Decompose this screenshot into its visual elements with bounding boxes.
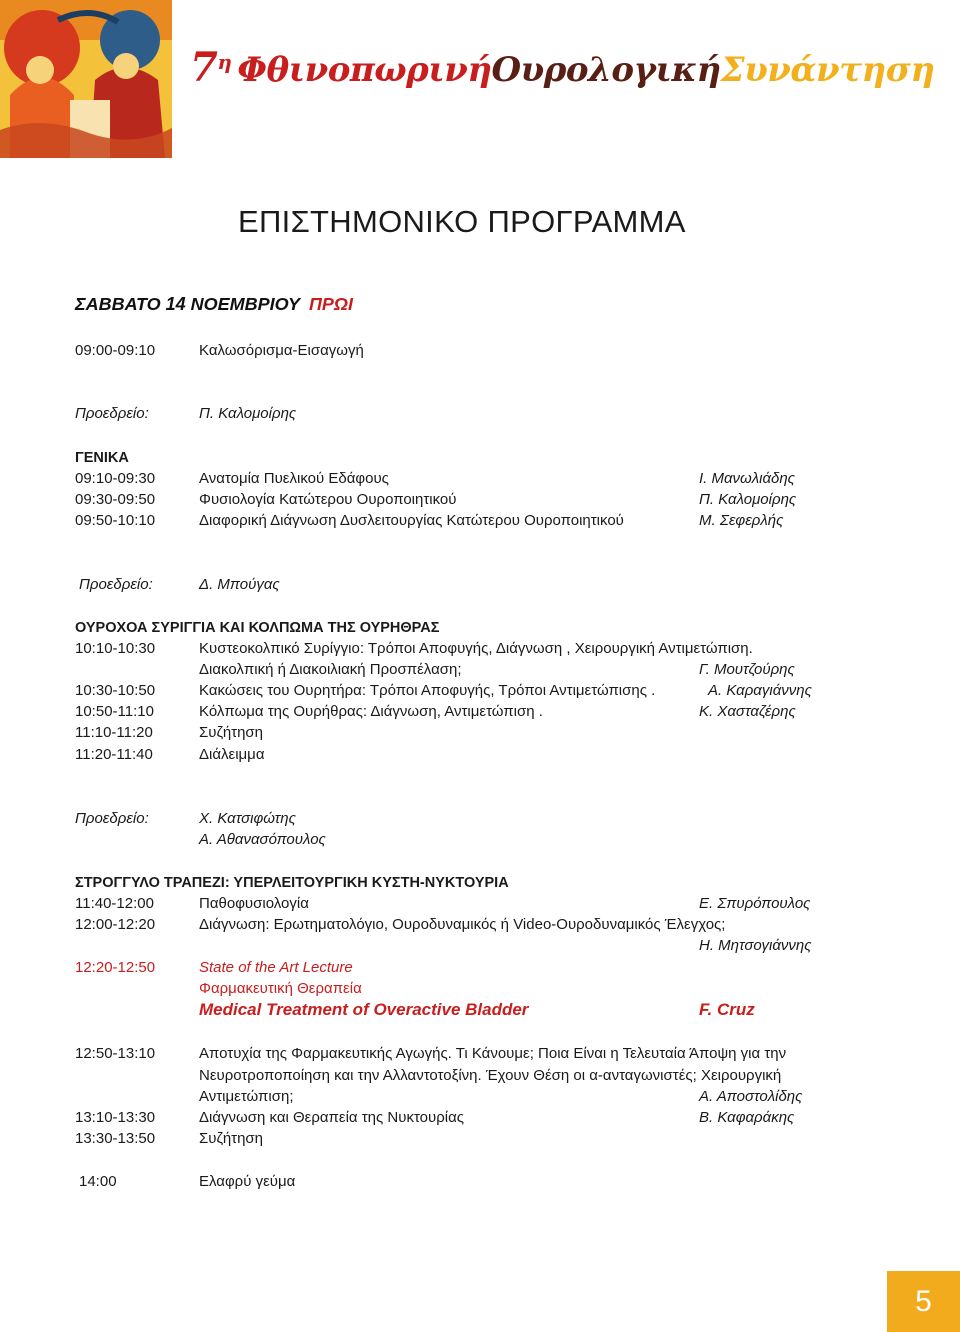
- welcome-text: Καλωσόρισμα-Εισαγωγή: [199, 342, 364, 359]
- lecture-time: 12:20-12:50: [75, 959, 156, 976]
- row-time: 10:50-11:10: [75, 703, 154, 720]
- row-topic: Κόλπωμα της Ουρήθρας: Διάγνωση, Αντιμετώπιση .: [199, 703, 543, 720]
- day-label: ΣΑΒΒΑΤΟ 14 ΝΟΕΜΒΡΙΟΥ: [75, 294, 300, 314]
- section-heading: ΣΤΡΟΓΓΥΛΟ ΤΡΑΠΕΖΙ: ΥΠΕΡΛΕΙΤΟΥΡΓΙΚΗ ΚΥΣΤΗ-ΝΥΚΤΟΥΡΙΑ: [75, 875, 509, 891]
- row-time: 11:40-12:00: [75, 895, 154, 912]
- row-topic: Ανατομία Πυελικού Εδάφους: [199, 470, 389, 487]
- row-time: 09:10-09:30: [75, 470, 156, 487]
- row-speaker: Β. Καφαράκης: [699, 1109, 795, 1126]
- conference-banner: [190, 44, 935, 91]
- row-speaker: Γ. Μουτζούρης: [699, 661, 795, 678]
- row-topic: Συζήτηση: [199, 1130, 264, 1147]
- chair-label: Προεδρείο:: [79, 576, 153, 593]
- row-speaker: Α. Αποστολίδης: [699, 1088, 803, 1105]
- row-time: 11:20-11:40: [75, 746, 153, 763]
- row-time: 13:10-13:30: [75, 1109, 156, 1126]
- banner-word-autumn: Φθινοπωρινή: [237, 50, 492, 90]
- banner-word-urology: Ουρολογική: [491, 50, 721, 90]
- chair-name: Α. Αθανασόπουλος: [199, 831, 326, 848]
- row-time: 09:30-09:50: [75, 491, 156, 508]
- row-topic: Αποτυχία της Φαρμακευτικής Αγωγής. Τι Κάνουμε; Ποια Είναι η Τελευταία Άποψη για την: [199, 1045, 787, 1062]
- row-speaker: Π. Καλομοίρης: [699, 491, 797, 508]
- row-topic: Παθοφυσιολογία: [199, 895, 309, 912]
- row-time: 11:10-11:20: [75, 724, 153, 741]
- lunch-time: 14:00: [79, 1173, 117, 1190]
- row-time: 09:50-10:10: [75, 512, 156, 529]
- row-topic: Κακώσεις του Ουρητήρα: Τρόποι Αποφυγής, Τρόποι Αντιμετώπισης .: [199, 682, 656, 699]
- page-number: 5: [887, 1271, 960, 1332]
- lunch-text: Ελαφρύ γεύμα: [199, 1173, 296, 1190]
- row-topic: Διάλειμμα: [199, 746, 265, 763]
- lecture-label: State of the Art Lecture: [199, 959, 353, 976]
- chair-name: Π. Καλομοίρης: [199, 405, 297, 422]
- chair-label: Προεδρείο:: [75, 810, 149, 827]
- row-topic: Διάγνωση: Ερωτηματολόγιο, Ουροδυναμικός ή Video-Ουροδυναμικός Έλεγχος;: [199, 916, 726, 933]
- row-topic: Διαφορική Διάγνωση Δυσλειτουργίας Κατώτερου Ουροποιητικού: [199, 512, 624, 529]
- row-time: 10:30-10:50: [75, 682, 156, 699]
- lecture-speaker: F. Cruz: [699, 1000, 755, 1019]
- row-speaker: Ι. Μανωλιάδης: [699, 470, 795, 487]
- banner-ordinal: η: [217, 49, 232, 74]
- row-speaker: Κ. Χασταζέρης: [699, 703, 796, 720]
- row-speaker: Μ. Σεφερλής: [699, 512, 784, 529]
- row-time: 12:00-12:20: [75, 916, 156, 933]
- section-heading: ΟΥΡΟΧΟΑ ΣΥΡΙΓΓΙΑ ΚΑΙ ΚΟΛΠΩΜΑ ΤΗΣ ΟΥΡΗΘΡΑΣ: [75, 620, 440, 636]
- banner-number: 7: [190, 44, 218, 91]
- row-speaker: Ε. Σπυρόπουλος: [699, 895, 811, 912]
- row-topic: Διάγνωση και Θεραπεία της Νυκτουρίας: [199, 1109, 464, 1126]
- row-topic: Φυσιολογία Κατώτερου Ουροποιητικού: [199, 491, 457, 508]
- row-time: 12:50-13:10: [75, 1045, 156, 1062]
- row-time: 13:30-13:50: [75, 1130, 156, 1147]
- lecture-title-english: Medical Treatment of Overactive Bladder: [199, 1000, 529, 1019]
- chair-name: Χ. Κατσιφώτης: [199, 810, 296, 827]
- row-speaker: Α. Καραγιάννης: [708, 682, 812, 699]
- conference-logo-art: [0, 0, 172, 158]
- row-topic: Κυστεοκολπικό Συρίγγιο: Τρόποι Αποφυγής, Διάγνωση , Χειρουργική Αντιμετώπιση.: [199, 640, 753, 657]
- page-title: ΕΠΙΣΤΗΜΟΝΙΚΟ ΠΡΟΓΡΑΜΜΑ: [238, 204, 686, 239]
- row-speaker: Η. Μητσογιάννης: [699, 937, 812, 954]
- welcome-time: 09:00-09:10: [75, 342, 156, 359]
- banner-word-meeting: Συνάντηση: [720, 50, 935, 90]
- day-heading: [75, 294, 353, 315]
- row-topic-continued: Διακολπική ή Διακοιλιακή Προσπέλαση;: [199, 661, 462, 678]
- row-topic-continued: Νευροτροποποίηση και την Αλλαντοτοξίνη. Έχουν Θέση οι α-ανταγωνιστές; Χειρουργική: [199, 1067, 782, 1084]
- section-heading: ΓΕΝΙΚΑ: [75, 450, 129, 466]
- row-topic-continued: Αντιμετώπιση;: [199, 1088, 294, 1105]
- row-time: 10:10-10:30: [75, 640, 156, 657]
- day-period: ΠΡΩΙ: [308, 294, 353, 314]
- chair-name: Δ. Μπούγας: [199, 576, 280, 593]
- chair-label: Προεδρείο:: [75, 405, 149, 422]
- row-topic: Συζήτηση: [199, 724, 264, 741]
- lecture-title-greek: Φαρμακευτική Θεραπεία: [199, 980, 362, 997]
